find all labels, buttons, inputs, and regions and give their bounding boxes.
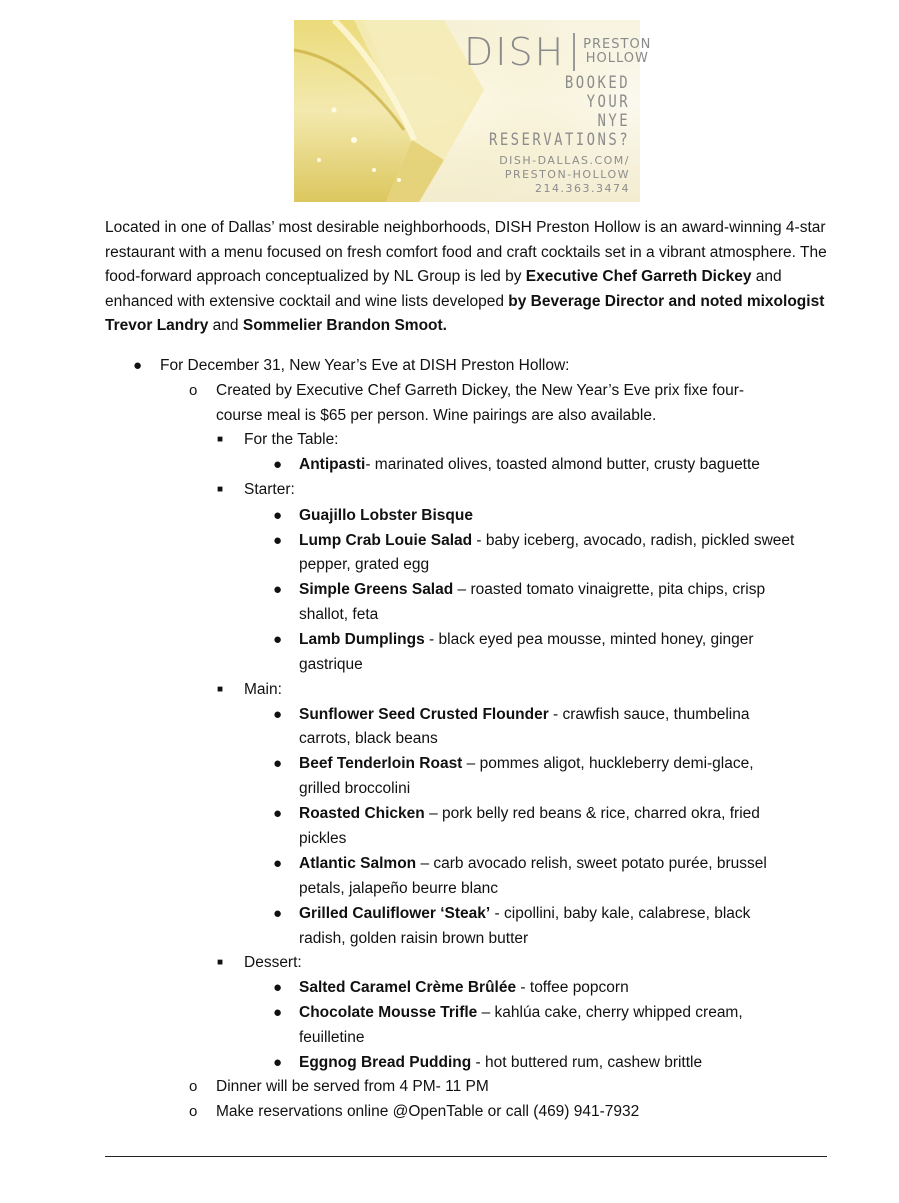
menu-item-desc: radish, golden raisin brown butter bbox=[299, 930, 529, 947]
menu-item-name: Lump Crab Louie Salad bbox=[299, 532, 473, 549]
banner-contact bbox=[499, 154, 630, 196]
bullet-icon: ● bbox=[273, 631, 283, 648]
menu-item-desc: - toffee popcorn bbox=[516, 979, 629, 996]
intro-sommelier: Sommelier Brandon Smoot. bbox=[242, 317, 447, 335]
menu-item bbox=[299, 529, 794, 554]
menu-item bbox=[299, 578, 765, 603]
brand-logo bbox=[464, 30, 651, 74]
menu-item bbox=[299, 1001, 743, 1026]
square-bullet-icon: ■ bbox=[217, 957, 224, 968]
menu-item bbox=[299, 504, 473, 529]
bullet-icon: ● bbox=[273, 532, 283, 549]
menu-item-name: Chocolate Mousse Trifle bbox=[299, 1004, 478, 1021]
bullet-icon: ● bbox=[273, 755, 283, 772]
menu-item-desc: – pommes aligot, huckleberry demi-glace, bbox=[462, 755, 754, 772]
menu-item-desc: - cipollini, baby kale, calabrese, black bbox=[490, 905, 751, 922]
menu-item-desc: – pork belly red beans & rice, charred okra, fried bbox=[424, 805, 760, 822]
square-bullet-icon: ■ bbox=[217, 684, 224, 695]
menu-item-desc: shallot, feta bbox=[299, 606, 379, 623]
menu-item bbox=[299, 703, 749, 728]
menu-item-name: Antipasti bbox=[299, 456, 366, 473]
menu-item-desc: - crawfish sauce, thumbelina bbox=[548, 706, 750, 723]
banner-image bbox=[294, 20, 652, 202]
banner-tagline bbox=[489, 74, 630, 150]
course-label: For the Table: bbox=[244, 431, 339, 448]
prix-fixe-text: course meal is $65 per person. Wine pairings are also available. bbox=[216, 407, 657, 424]
menu-item bbox=[299, 1051, 702, 1076]
bullet-icon: ● bbox=[273, 1004, 283, 1021]
menu-item-name: Grilled Cauliflower ‘Steak’ bbox=[299, 905, 491, 922]
menu-item-desc: pickles bbox=[299, 830, 347, 847]
brand-location-line: PRESTON bbox=[583, 37, 652, 52]
menu-item-desc: - baby iceberg, avocado, radish, pickled sweet bbox=[472, 532, 795, 549]
tagline-line: NYE bbox=[597, 111, 630, 131]
tagline-line: BOOKED bbox=[564, 73, 630, 93]
circle-bullet-icon: o bbox=[189, 382, 198, 399]
menu-item bbox=[299, 453, 760, 478]
menu-item-desc: grilled broccolini bbox=[299, 780, 411, 797]
menu-item-desc: – kahlúa cake, cherry whipped cream, bbox=[477, 1004, 743, 1021]
intro-text: Located in one of Dallas’ most desirable neighborhoods, DISH Preston Hollow is an award-winning 4-star restaurant with a menu focused on fresh comfort food and craft cocktails set in a vibrant atmosphere. The food-forward approach conceptualized by NL Group is led by bbox=[105, 219, 827, 286]
menu-item-desc: - black eyed pea mousse, minted honey, ginger bbox=[424, 631, 754, 648]
square-bullet-icon: ■ bbox=[217, 484, 224, 495]
bullet-icon: ● bbox=[273, 805, 283, 822]
tagline-line: YOUR bbox=[586, 92, 630, 112]
menu-item-desc: pepper, grated egg bbox=[299, 556, 430, 573]
bullet-icon: ● bbox=[273, 456, 283, 473]
menu-item bbox=[299, 628, 754, 653]
menu-item-name: Lamb Dumplings bbox=[299, 631, 425, 648]
menu-item-desc: – roasted tomato vinaigrette, pita chips, crisp bbox=[453, 581, 766, 598]
menu-item-desc: feuilletine bbox=[299, 1029, 365, 1046]
menu-item bbox=[299, 852, 767, 877]
bullet-icon: ● bbox=[273, 706, 283, 723]
brand-location-line: HOLLOW bbox=[585, 51, 649, 66]
bullet-icon: ● bbox=[273, 855, 283, 872]
menu-item-name: Eggnog Bread Pudding bbox=[299, 1054, 472, 1071]
menu-item-name: Guajillo Lobster Bisque bbox=[299, 507, 473, 524]
circle-bullet-icon: o bbox=[189, 1078, 198, 1095]
menu-item-desc: gastrique bbox=[299, 656, 363, 673]
menu-item-name: Salted Caramel Crème Brûlée bbox=[299, 979, 517, 996]
menu-item bbox=[299, 902, 750, 927]
menu-item-name: Simple Greens Salad bbox=[299, 581, 454, 598]
dinner-hours: Dinner will be served from 4 PM- 11 PM bbox=[216, 1078, 489, 1095]
event-heading: For December 31, New Year’s Eve at DISH Preston Hollow: bbox=[160, 357, 570, 374]
contact-line: PRESTON-HOLLOW bbox=[504, 168, 630, 181]
intro-beverage-director: by Beverage Director and noted mixologist Trevor Landry bbox=[105, 292, 825, 335]
menu-item-desc: petals, jalapeño beurre blanc bbox=[299, 880, 499, 897]
course-label: Starter: bbox=[244, 481, 295, 498]
course-label: Main: bbox=[244, 681, 282, 698]
brand-name: DISH bbox=[464, 30, 566, 74]
menu-item-name: Atlantic Salmon bbox=[299, 855, 417, 872]
menu-item-name: Roasted Chicken bbox=[299, 805, 425, 822]
circle-bullet-icon: o bbox=[189, 1103, 198, 1120]
footer-rule bbox=[105, 1156, 827, 1157]
bullet-icon: ● bbox=[273, 1054, 283, 1071]
menu-item-desc: - hot buttered rum, cashew brittle bbox=[471, 1054, 703, 1071]
intro-text: and enhanced with extensive cocktail and wine lists developed bbox=[105, 268, 782, 310]
prix-fixe-text: Created by Executive Chef Garreth Dickey, the New Year’s Eve prix fixe four- bbox=[216, 382, 745, 399]
bullet-icon: ● bbox=[133, 357, 143, 374]
menu-item bbox=[299, 802, 760, 827]
contact-line: DISH-DALLAS.COM/ bbox=[499, 154, 630, 167]
course-label: Dessert: bbox=[244, 954, 302, 971]
intro-paragraph bbox=[105, 216, 835, 339]
menu-item bbox=[299, 976, 629, 1001]
intro-chef: Executive Chef Garreth Dickey bbox=[525, 268, 752, 286]
menu-item-desc: - marinated olives, toasted almond butter, crusty baguette bbox=[365, 456, 760, 473]
menu-item bbox=[299, 752, 754, 777]
reservations-info: Make reservations online @OpenTable or call (469) 941-7932 bbox=[216, 1103, 640, 1120]
bullet-icon: ● bbox=[273, 507, 283, 524]
bullet-icon: ● bbox=[273, 905, 283, 922]
contact-line: 214.363.3474 bbox=[535, 182, 630, 195]
menu-item-desc: – carb avocado relish, sweet potato purée, brussel bbox=[416, 855, 767, 872]
bullet-icon: ● bbox=[273, 979, 283, 996]
tagline-line: RESERVATIONS? bbox=[488, 130, 630, 150]
intro-text: and bbox=[208, 317, 243, 335]
menu-item-desc: carrots, black beans bbox=[299, 730, 438, 747]
square-bullet-icon: ■ bbox=[217, 434, 224, 445]
brand-divider bbox=[573, 33, 575, 71]
brand-location bbox=[583, 38, 651, 66]
menu-item-name: Beef Tenderloin Roast bbox=[299, 755, 463, 772]
menu-item-name: Sunflower Seed Crusted Flounder bbox=[299, 706, 549, 723]
bullet-icon: ● bbox=[273, 581, 283, 598]
